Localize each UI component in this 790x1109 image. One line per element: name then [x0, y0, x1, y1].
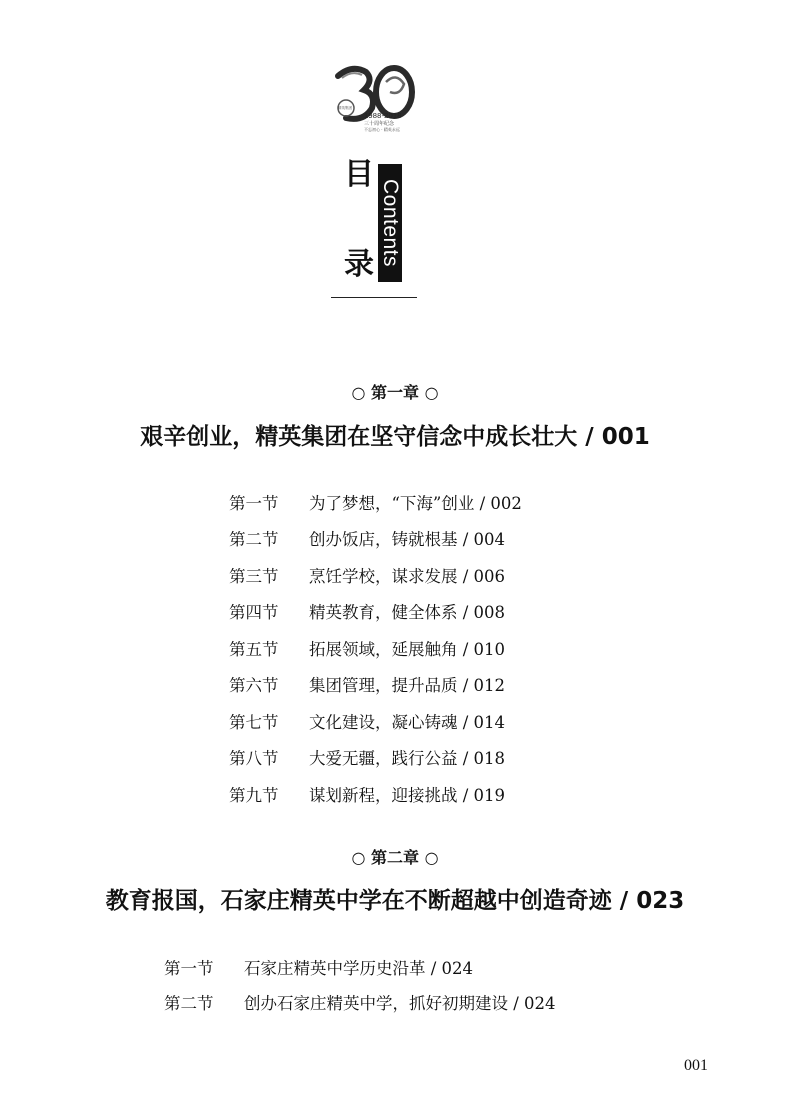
- chapter-label: [0, 380, 790, 403]
- toc-title-top: 目: [344, 157, 374, 192]
- section-title: 创办石家庄精英中学，抓好初期建设 / 024: [244, 994, 556, 1013]
- toc-entry[interactable]: [229, 490, 522, 514]
- section-number: 第一节: [229, 494, 279, 513]
- section-number: 第五节: [229, 640, 279, 659]
- toc-entry[interactable]: [229, 745, 505, 769]
- section-number: 第二节: [229, 530, 279, 549]
- section-number: 第六节: [229, 676, 279, 695]
- chapter-label-text: 第一章: [370, 383, 419, 402]
- toc-title-bottom: 录: [344, 247, 374, 282]
- chapter-label: [0, 845, 790, 868]
- section-number: 第一节: [164, 959, 214, 978]
- anniversary-logo: [330, 62, 422, 142]
- logo-subtitle: 三十周年纪念: [364, 121, 395, 127]
- chapter-label-text: 第二章: [370, 848, 419, 867]
- section-title: 谋划新程，迎接挑战 / 019: [309, 786, 506, 805]
- section-number: 第八节: [229, 749, 279, 768]
- section-title: 集团管理，提升品质 / 012: [309, 676, 506, 695]
- logo-small-text: 精英集团: [338, 106, 352, 110]
- toc-entry[interactable]: [164, 990, 556, 1014]
- toc-entry[interactable]: [229, 563, 505, 587]
- toc-entry[interactable]: [229, 636, 505, 660]
- chapter-title[interactable]: 艰辛创业，精英集团在坚守信念中成长壮大 / 001: [140, 424, 650, 450]
- circle-mark: ○: [351, 848, 366, 867]
- circle-mark: ○: [424, 848, 439, 867]
- logo-slogan: 不忘初心 · 精英永远: [364, 127, 400, 132]
- page-number: 001: [684, 1057, 708, 1074]
- logo-years: 1988-2018: [364, 111, 402, 120]
- section-number: 第四节: [229, 603, 279, 622]
- section-title: 大爱无疆，践行公益 / 018: [309, 749, 506, 768]
- section-title: 拓展领域，延展触角 / 010: [309, 640, 506, 659]
- toc-entry[interactable]: [229, 672, 505, 696]
- section-number: 第三节: [229, 567, 279, 586]
- toc-entry[interactable]: [229, 599, 505, 623]
- toc-entry[interactable]: [229, 709, 505, 733]
- circle-mark: ○: [424, 383, 439, 402]
- chapter-title[interactable]: 教育报国，石家庄精英中学在不断超越中创造奇迹 / 023: [105, 888, 685, 914]
- section-title: 文化建设，凝心铸魂 / 014: [309, 713, 506, 732]
- section-title: 创办饭店，铸就根基 / 004: [309, 530, 506, 549]
- section-number: 第九节: [229, 786, 279, 805]
- circle-mark: ○: [351, 383, 366, 402]
- contents-label: Contents: [379, 178, 402, 268]
- section-number: 第二节: [164, 994, 214, 1013]
- toc-entry[interactable]: [164, 955, 473, 979]
- section-title: 精英教育，健全体系 / 008: [309, 603, 506, 622]
- header-divider: [331, 297, 417, 298]
- section-number: 第七节: [229, 713, 279, 732]
- section-title: 烹饪学校，谋求发展 / 006: [309, 567, 506, 586]
- section-title: 为了梦想，“下海”创业 / 002: [309, 494, 522, 513]
- toc-entry[interactable]: [229, 782, 505, 806]
- toc-entry[interactable]: [229, 526, 505, 550]
- section-title: 石家庄精英中学历史沿革 / 024: [244, 959, 474, 978]
